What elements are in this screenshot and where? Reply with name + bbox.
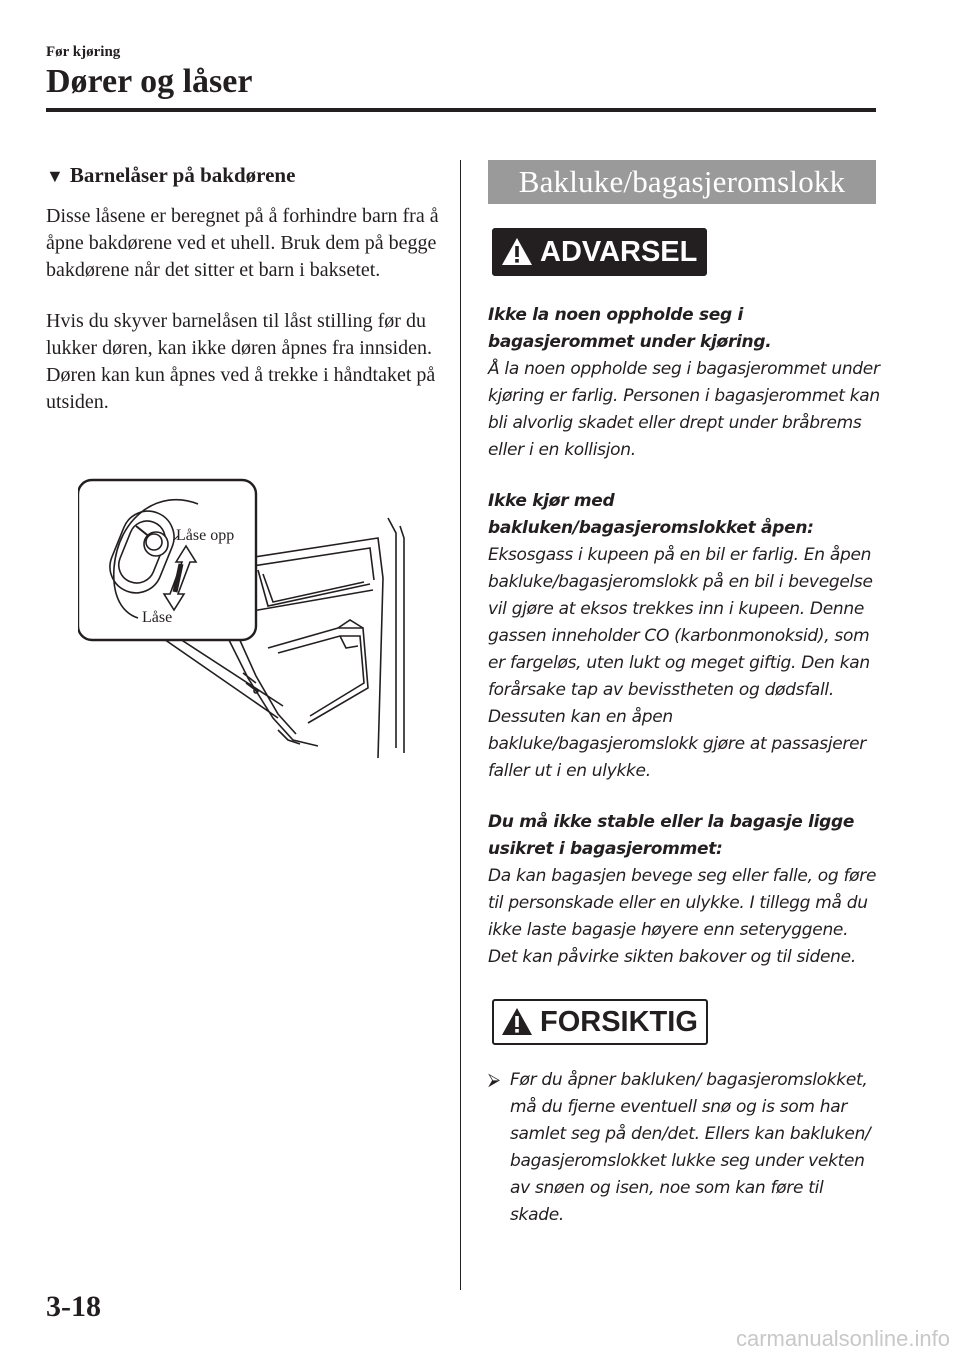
label-unlock: Låse opp (176, 527, 235, 544)
header-divider (46, 108, 876, 112)
left-column (46, 160, 441, 440)
caution-badge (492, 999, 708, 1045)
caution-text: Før du åpner bakluken/ bagasjeromslokket, må du fjerne eventuell snø og is som har samlet seg på den/det. Ellers kan bakluken/ bagasjeromslokket lukke seg under vekten av snøen og isen, noe som kan føre til skade. (510, 1070, 871, 1225)
warning-title: Ikke kjør med bakluken/bagasjeromslokket åpen: (488, 491, 814, 538)
triangle-marker-icon: ▼ (46, 166, 64, 186)
warning-badge (492, 228, 707, 276)
warning-item (488, 302, 880, 464)
watermark: carmanualsonline.info (735, 1326, 950, 1351)
page-title: Dører og låser (46, 63, 253, 100)
subsection-heading (46, 160, 441, 191)
warning-item (488, 488, 880, 785)
child-lock-illustration (78, 478, 418, 768)
caution-item (488, 1067, 880, 1229)
right-column (488, 160, 880, 1229)
subsection-heading-text: Barnelåser på bakdørene (69, 163, 296, 187)
column-divider (460, 160, 461, 1290)
page-number: 3-18 (46, 1290, 101, 1323)
warning-title: Du må ikke stable eller la bagasje ligge usikret i bagasjerommet: (488, 812, 855, 859)
section-label: Før kjøring (46, 44, 121, 60)
warning-text: Å la noen oppholde seg i bagasjerommet under kjøring er farlig. Personen i bagasjerommet kan bli alvorlig skadet eller drept under bråbrems eller i en kollisjon. (488, 359, 880, 460)
arrow-bullet-icon: ⮚ (488, 1070, 500, 1090)
warning-text: Eksosgass i kupeen på en bil er farlig. En åpen bakluke/bagasjeromslokk på en bil i bevegelse vil gjøre at eksos trekkes inn i kupeen. Denne gassen inneholder CO (karbonmonoksid), som er fargeløs, uten lukt og meget giftig. Den kan forårsake tap av bevisstheten og dødsfall. Dessuten kan en åpen bakluke/bagasjeromslokk gjøre at passasjerer faller ut i en ulykke. (488, 545, 873, 781)
warning-text: Da kan bagasjen bevege seg eller falle, og føre til personskade eller en ulykke. I tillegg må du ikke laste bagasje høyere enn seteryggene. Det kan påvirke sikten bakover og til sidene. (488, 866, 877, 967)
section-title-banner: Bakluke/bagasjeromslokk (488, 160, 876, 204)
warning-triangle-icon (500, 236, 534, 268)
caution-label: FORSIKTIG (540, 1006, 698, 1038)
caution-triangle-icon (500, 1006, 534, 1038)
paragraph-purpose: Disse låsene er beregnet på å forhindre barn fra å åpne bakdørene ved et uhell. Bruk dem på begge bakdørene når det sitter et barn i baksetet. (46, 205, 439, 281)
paragraph-usage: Hvis du skyver barnelåsen til låst stilling før du lukker døren, kan ikke døren åpnes fra innsiden. Døren kan kun åpnes ved å trekke i håndtaket på utsiden. (46, 310, 436, 413)
warning-title: Ikke la noen oppholde seg i bagasjerommet under kjøring. (488, 305, 772, 352)
label-lock: Låse (142, 609, 173, 626)
warning-item (488, 809, 880, 971)
warning-label: ADVARSEL (540, 236, 698, 268)
